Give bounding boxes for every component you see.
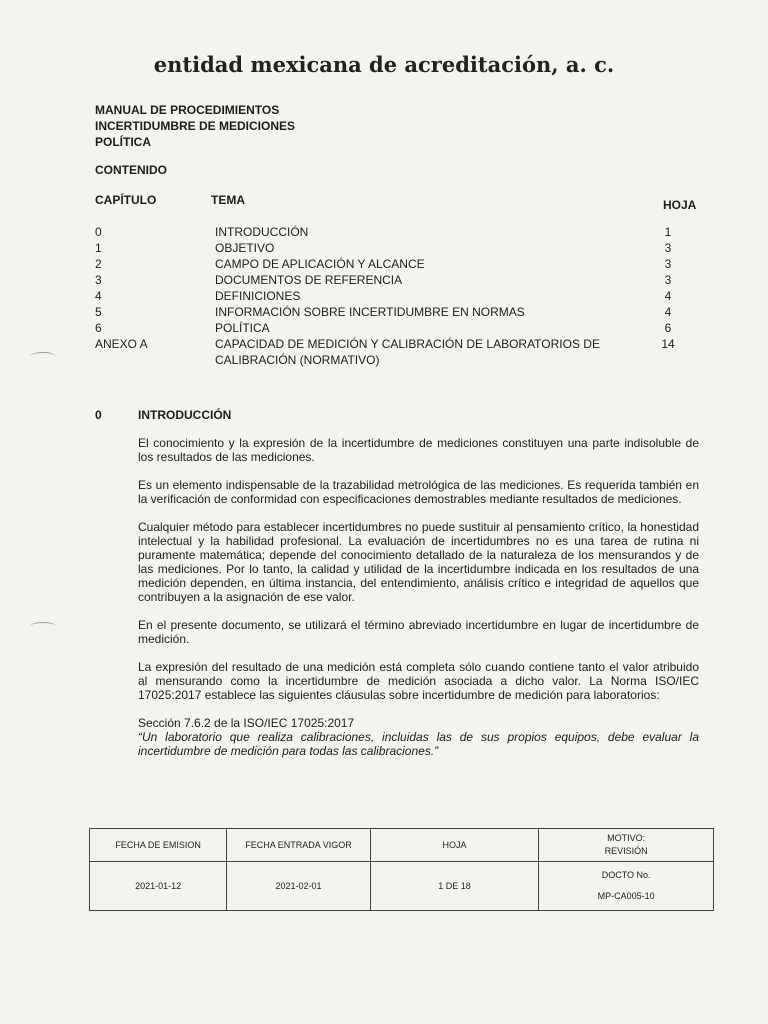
toc-page: 4 [664, 305, 672, 319]
toc-row [95, 304, 695, 320]
toc-topic: INFORMACIÓN SOBRE INCERTIDUMBRE EN NORMAS [215, 305, 525, 319]
toc-row [95, 336, 695, 368]
toc-row [95, 224, 695, 240]
manual-heading [95, 102, 295, 150]
toc-row [95, 256, 695, 272]
toc-topic: CAPACIDAD DE MEDICIÓN Y CALIBRACIÓN DE LABORATORIOS DE CALIBRACIÓN (NORMATIVO) [215, 337, 600, 367]
toc-row [95, 240, 695, 256]
paragraph: Es un elemento indispensable de la trazabilidad metrológica de las mediciones. Es requerida también en la verificación de conformidad con especificaciones demostrables mediante resultados de mediciones. [138, 478, 699, 506]
toc-chapter: 3 [95, 273, 102, 287]
effective-date-value: 2021-02-01 [227, 862, 371, 911]
toc-chapter: ANEXO A [95, 337, 148, 351]
page-label: HOJA [370, 829, 538, 862]
toc-page: 4 [664, 289, 672, 303]
toc-chapter: 0 [95, 225, 102, 239]
toc-page: 14 [661, 337, 675, 351]
toc-row [95, 272, 695, 288]
table-row [90, 829, 714, 862]
section-body [138, 436, 699, 758]
toc-topic: POLÍTICA [215, 321, 270, 335]
section-heading [95, 408, 231, 422]
reason-revision-cell [539, 829, 714, 862]
issue-date-value: 2021-01-12 [90, 862, 227, 911]
paragraph: Cualquier método para establecer incertidumbres no puede sustituir al pensamiento crítico, la honestidad intelectual y la habilidad profesional. La evaluación de incertidumbres no es una tarea de rutina ni puramente matemática; depende del conocimiento detallado de la naturaleza de los mensurandos y de las mediciones. Por lo tanto, la calidad y utilidad de la incertidumbre indicada en los resultados de una medición dependen, en última instancia, del entendimiento, análisis crítico e integridad de aquellos que contribuyen a la asignación de ese valor. [138, 520, 699, 604]
toc-chapter: 2 [95, 257, 102, 271]
toc-page: 3 [664, 241, 672, 255]
table-of-contents [95, 224, 695, 368]
organization-title: entidad mexicana de acreditación, a. c. [153, 52, 615, 77]
toc-chapter: 1 [95, 241, 102, 255]
manual-line: POLÍTICA [95, 135, 151, 149]
toc-topic: DOCUMENTOS DE REFERENCIA [215, 273, 403, 287]
toc-header-topic: TEMA [211, 193, 245, 207]
document-control-table [89, 828, 714, 911]
section-title: INTRODUCCIÓN [138, 408, 232, 422]
toc-chapter: 4 [95, 289, 102, 303]
scan-mark [30, 622, 56, 631]
paragraph: La expresión del resultado de una medición está completa sólo cuando contiene tanto el valor atribuido al mensurando como la incertidumbre de medición asociada a dicho valor. La Norma ISO/IEC 17025:2017 establece las siguientes cláusulas sobre incertidumbre de medición para laboratorios: [138, 660, 699, 702]
toc-topic: OBJETIVO [215, 241, 275, 255]
toc-page: 3 [664, 273, 672, 287]
toc-topic: INTRODUCCIÓN [215, 225, 309, 239]
page-value: 1 DE 18 [370, 862, 538, 911]
document-number-value: MP-CA005-10 [597, 891, 655, 901]
toc-topic: DEFINICIONES [215, 289, 301, 303]
paragraph: El conocimiento y la expresión de la incertidumbre de mediciones constituyen una parte indisoluble de los resultados de las mediciones. [138, 436, 699, 464]
reason-label: MOTIVO: [607, 833, 646, 843]
toc-header-page: HOJA [663, 198, 697, 212]
quote-title: Sección 7.6.2 de la ISO/IEC 17025:2017 [138, 716, 355, 730]
toc-page: 3 [664, 257, 672, 271]
manual-line: MANUAL DE PROCEDIMIENTOS [95, 103, 280, 117]
quote-text: “Un laboratorio que realiza calibraciones, incluidas las de sus propios equipos, debe evaluar la incertidumbre de medición para todas las calibraciones.” [138, 730, 699, 758]
toc-row [95, 288, 695, 304]
toc-header-chapter: CAPÍTULO [95, 193, 157, 207]
table-row [90, 862, 714, 911]
issue-date-label: FECHA DE EMISION [90, 829, 227, 862]
toc-page: 1 [664, 225, 672, 239]
revision-label: REVISIÓN [604, 846, 648, 856]
document-number-cell [539, 862, 714, 911]
toc-row [95, 320, 695, 336]
contents-label: CONTENIDO [95, 163, 167, 177]
scan-mark [30, 352, 56, 361]
document-number-label: DOCTO No. [601, 870, 651, 880]
manual-line: INCERTIDUMBRE DE MEDICIONES [95, 119, 296, 133]
section-number: 0 [95, 408, 102, 422]
toc-page: 6 [664, 321, 672, 335]
paragraph: En el presente documento, se utilizará el término abreviado incertidumbre en lugar de incertidumbre de medición. [138, 618, 699, 646]
effective-date-label: FECHA ENTRADA VIGOR [227, 829, 371, 862]
toc-chapter: 5 [95, 305, 102, 319]
toc-topic: CAMPO DE APLICACIÓN Y ALCANCE [215, 257, 425, 271]
toc-chapter: 6 [95, 321, 102, 335]
